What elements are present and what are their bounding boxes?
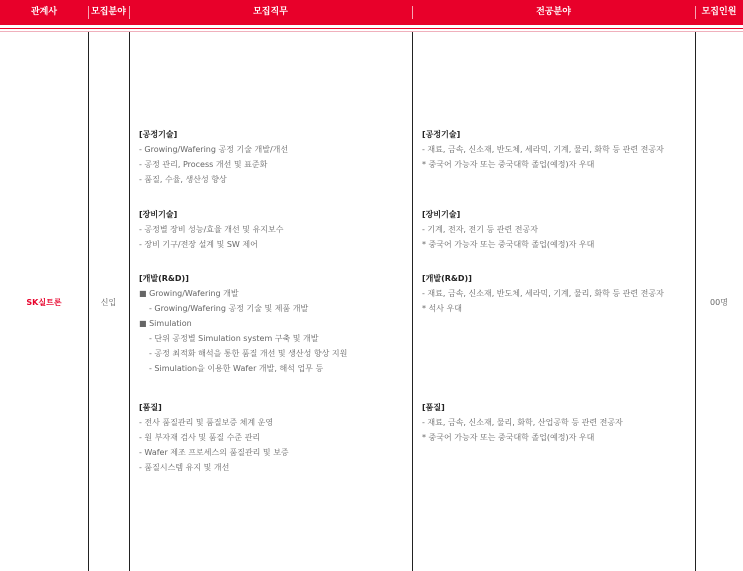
duty-section-title: [품질]	[139, 403, 162, 412]
duty-line: - Growing/Wafering 공정 기술 및 제품 개발	[149, 304, 309, 313]
duty-section	[139, 400, 289, 475]
duty-line: ■ Growing/Wafering 개발	[139, 289, 239, 298]
duty-line: - Growing/Wafering 공정 기술 개발/개선	[139, 145, 289, 154]
duty-section-title: [개발(R&D)]	[139, 274, 189, 283]
major-line: - 재료, 금속, 신소재, 반도체, 세라믹, 기계, 물리, 화학 등 관련 전공자	[422, 289, 664, 298]
major-line: * 중국어 가능자 또는 중국대학 졸업(예정)자 우대	[422, 160, 595, 169]
duty-line: - 단위 공정별 Simulation system 구축 및 개발	[149, 334, 319, 343]
duty-line: - 공정 관리, Process 개선 및 표준화	[139, 160, 268, 169]
duty-line: - 품질, 수율, 생산성 향상	[139, 175, 227, 184]
duty-line: - 원 부자재 검사 및 품질 수준 관리	[139, 433, 261, 442]
header-duty: 모집직무	[253, 7, 288, 17]
duty-section-title: [장비기술]	[139, 210, 178, 219]
major-section-title: [장비기술]	[422, 210, 461, 219]
header-headcount: 모집인원	[701, 7, 737, 17]
company-name: SK실트론	[26, 298, 62, 307]
major-section	[422, 127, 664, 172]
major-section	[422, 207, 594, 252]
duty-line: - 전사 품질관리 및 품질보증 체계 운영	[139, 418, 274, 427]
duty-line: - 공정별 장비 성능/효율 개선 및 유지보수	[139, 225, 284, 234]
table-header	[0, 0, 743, 25]
major-line: * 석사 우대	[422, 304, 462, 313]
header-major: 전공분야	[536, 7, 571, 17]
major-line: * 중국어 가능자 또는 중국대학 졸업(예정)자 우대	[422, 433, 595, 442]
column-divider	[412, 32, 413, 571]
major-line: - 재료, 금속, 신소재, 물리, 화학, 산업공학 등 관련 전공자	[422, 418, 623, 427]
major-section-title: [품질]	[422, 403, 445, 412]
major-section-title: [공정기술]	[422, 130, 461, 139]
major-section	[422, 400, 623, 445]
headcount-value: 00명	[710, 298, 728, 307]
duty-section	[139, 271, 347, 376]
major-line: * 중국어 가능자 또는 중국대학 졸업(예정)자 우대	[422, 240, 595, 249]
header-category: 모집분야	[91, 7, 126, 17]
major-line: - 재료, 금속, 신소재, 반도체, 세라믹, 기계, 물리, 화학 등 관련 전공자	[422, 145, 664, 154]
duty-line: - 공정 최적화 해석을 통한 품질 개선 및 생산성 향상 지원	[149, 349, 348, 358]
duty-section	[139, 207, 284, 252]
duty-line: - 품질시스템 유지 및 개선	[139, 463, 230, 472]
duty-line: - Simulation을 이용한 Wafer 개발, 해석 업무 등	[149, 364, 324, 373]
duty-line: - Wafer 제조 프로세스의 품질관리 및 보증	[139, 448, 289, 457]
duty-section-title: [공정기술]	[139, 130, 178, 139]
major-line: - 기계, 전자, 전기 등 관련 전공자	[422, 225, 538, 234]
column-divider	[129, 32, 130, 571]
major-section	[422, 271, 664, 316]
header-rule	[0, 28, 743, 29]
header-company: 관계사	[30, 7, 58, 17]
recruit-type: 신입	[100, 298, 117, 307]
header-rule-light	[0, 31, 743, 32]
major-section-title: [개발(R&D)]	[422, 274, 472, 283]
duty-line: - 장비 기구/전장 설계 및 SW 제어	[139, 240, 258, 249]
duty-section	[139, 127, 288, 187]
duty-line: ■ Simulation	[139, 319, 192, 328]
